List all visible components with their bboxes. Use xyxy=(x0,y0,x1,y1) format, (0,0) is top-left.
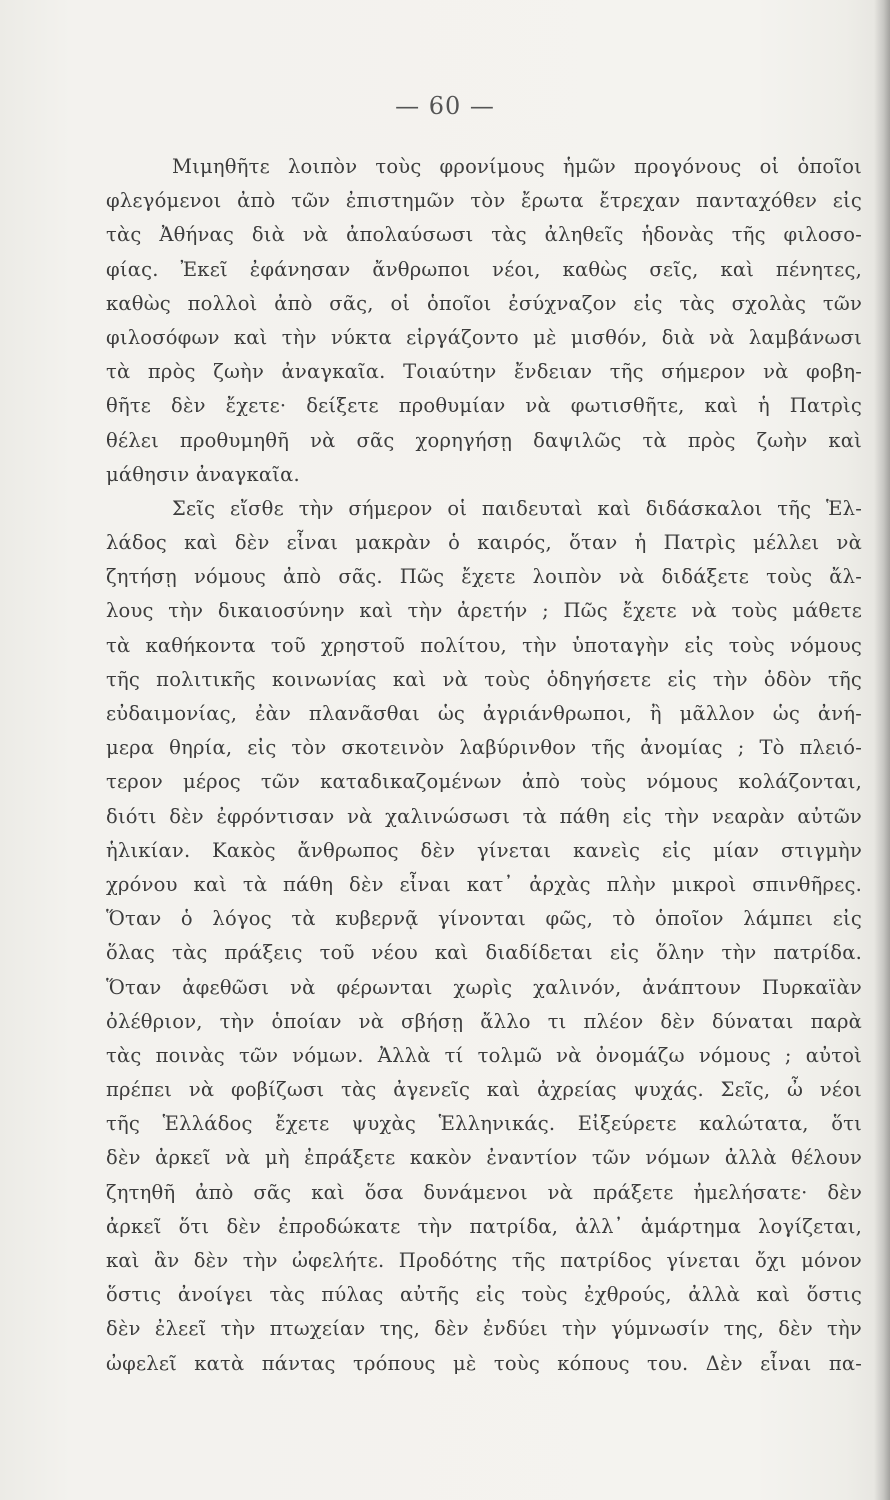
text-line: καθὼς πολλοὶ ἀπὸ σᾶς, οἱ ὁποῖοι ἐσύχναζον εἰς τὰς σχολὰς τῶν xyxy=(106,291,862,315)
text-line: τὰ καθήκοντα τοῦ χρηστοῦ πολίτου, τὴν ὑποταγὴν εἰς τοὺς νόμους xyxy=(106,633,862,657)
text-line: θέλει προθυμηθῆ νὰ σᾶς χορηγήσῃ δαψιλῶς τὰ πρὸς ζωὴν καὶ xyxy=(106,428,862,452)
body-text xyxy=(106,150,862,1381)
page-edge-shadow xyxy=(874,0,890,1500)
text-line: θῆτε δὲν ἔχετε· δείξετε προθυμίαν νὰ φωτισθῆτε, καὶ ἡ Πατρὶς xyxy=(106,394,862,418)
text-line: ὅστις ἀνοίγει τὰς πύλας αὐτῆς εἰς τοὺς ἐχθρούς, ἀλλὰ καὶ ὅστις xyxy=(106,1283,862,1307)
text-line: φίας. Ἐκεῖ ἐφάνησαν ἄνθρωποι νέοι, καθὼς σεῖς, καὶ πένητες, xyxy=(106,257,862,281)
text-line: ἡλικίαν. Κακὸς ἄνθρωπος δὲν γίνεται κανεὶς εἰς μίαν στιγμὴν xyxy=(106,838,862,862)
text-line: τερον μέρος τῶν καταδικαζομένων ἀπὸ τοὺς νόμους κολάζονται, xyxy=(106,770,862,794)
text-line: Μιμηθῆτε λοιπὸν τοὺς φρονίμους ἡμῶν προγόνους οἱ ὁποῖοι xyxy=(172,155,862,178)
text-line: ἀρκεῖ ὅτι δὲν ἐπροδώκατε τὴν πατρίδα, ἀλλ᾽ ἁμάρτημα λογίζεται, xyxy=(106,1214,862,1238)
text-line: εὐδαιμονίας, ἐὰν πλανᾶσθαι ὡς ἀγριάνθρωποι, ἢ μᾶλλον ὡς ἀνή- xyxy=(106,702,862,725)
text-line: τὰς ποινὰς τῶν νόμων. Ἀλλὰ τί τολμῶ νὰ ὀνομάζω νόμους ; αὐτοὶ xyxy=(106,1043,862,1067)
text-line: τὰ πρὸς ζωὴν ἀναγκαῖα. Τοιαύτην ἔνδειαν τῆς σήμερον νὰ φοβη- xyxy=(106,360,862,384)
text-line: διότι δὲν ἐφρόντισαν νὰ χαλινώσωσι τὰ πάθη εἰς τὴν νεαρὰν αὐτῶν xyxy=(106,804,862,828)
text-line: Ὅταν ὁ λόγος τὰ κυβερνᾷ γίνονται φῶς, τὸ ὁποῖον λάμπει εἰς xyxy=(106,907,862,931)
text-line: τῆς πολιτικῆς κοινωνίας καὶ νὰ τοὺς ὁδηγήσετε εἰς τὴν ὁδὸν τῆς xyxy=(106,667,862,691)
text-line: ὠφελεῖ κατὰ πάντας τρόπους μὲ τοὺς κόπους του. Δὲν εἶναι πα- xyxy=(106,1351,862,1375)
text-line: ὀλέθριον, τὴν ὁποίαν νὰ σβήσῃ ἄλλο τι πλέον δὲν δύναται παρὰ xyxy=(106,1009,862,1033)
text-line: χρόνου καὶ τὰ πάθη δὲν εἶναι κατ᾽ ἀρχὰς πλὴν μικροὶ σπινθῆρες. xyxy=(106,872,862,896)
text-line: τῆς Ἑλλάδος ἔχετε ψυχὰς Ἑλληνικάς. Εἰξεύρετε καλώτατα, ὅτι xyxy=(106,1112,862,1136)
text-line: λους τὴν δικαιοσύνην καὶ τὴν ἀρετήν ; Πῶς ἔχετε νὰ τοὺς μάθετε xyxy=(106,599,862,623)
text-line: λάδος καὶ δὲν εἶναι μακρὰν ὁ καιρός, ὅταν ἡ Πατρὶς μέλλει νὰ xyxy=(106,531,862,555)
text-line: Ὅταν ἀφεθῶσι νὰ φέρωνται χωρὶς χαλινόν, ἀνάπτουν Πυρκαϊὰν xyxy=(106,975,862,999)
text-line: ὅλας τὰς πράξεις τοῦ νέου καὶ διαδίδεται εἰς ὅλην τὴν πατρίδα. xyxy=(106,941,862,965)
text-line: καὶ ἂν δὲν τὴν ὠφελήτε. Προδότης τῆς πατρίδος γίνεται ὄχι μόνον xyxy=(106,1249,862,1272)
page-number: — 60 — xyxy=(395,92,495,120)
text-line: πρέπει νὰ φοβίζωσι τὰς ἀγενεῖς καὶ ἀχρείας ψυχάς. Σεῖς, ὦ νέοι xyxy=(106,1078,862,1102)
text-line: μάθησιν ἀναγκαῖα. xyxy=(106,462,300,486)
text-line: ζητήσῃ νόμους ἀπὸ σᾶς. Πῶς ἔχετε λοιπὸν νὰ διδάξετε τοὺς ἄλ- xyxy=(106,565,862,589)
text-line: φλεγόμενοι ἀπὸ τῶν ἐπιστημῶν τὸν ἔρωτα ἔτρεχαν πανταχόθεν εἰς xyxy=(106,189,862,213)
text-line: δὲν ἀρκεῖ νὰ μὴ ἐπράξετε κακὸν ἐναντίον τῶν νόμων ἀλλὰ θέλουν xyxy=(106,1146,862,1170)
text-line: ζητηθῆ ἀπὸ σᾶς καὶ ὅσα δυνάμενοι νὰ πράξετε ἠμελήσατε· δὲν xyxy=(106,1180,862,1204)
text-line: τὰς Ἀθήνας διὰ νὰ ἀπολαύσωσι τὰς ἀληθεῖς ἡδονὰς τῆς φιλοσο- xyxy=(106,223,862,247)
text-line: μερα θηρία, εἰς τὸν σκοτεινὸν λαβύρινθον τῆς ἀνομίας ; Τὸ πλειό- xyxy=(106,736,862,760)
text-line: φιλοσόφων καὶ τὴν νύκτα εἰργάζοντο μὲ μισθόν, διὰ νὰ λαμβάνωσι xyxy=(106,325,862,349)
text-line: Σεῖς εἴσθε τὴν σήμερον οἱ παιδευταὶ καὶ διδάσκαλοι τῆς Ἑλ- xyxy=(172,496,862,520)
text-line: δὲν ἐλεεῖ τὴν πτωχείαν της, δὲν ἐνδύει τὴν γύμνωσίν της, δὲν τὴν xyxy=(106,1317,862,1341)
